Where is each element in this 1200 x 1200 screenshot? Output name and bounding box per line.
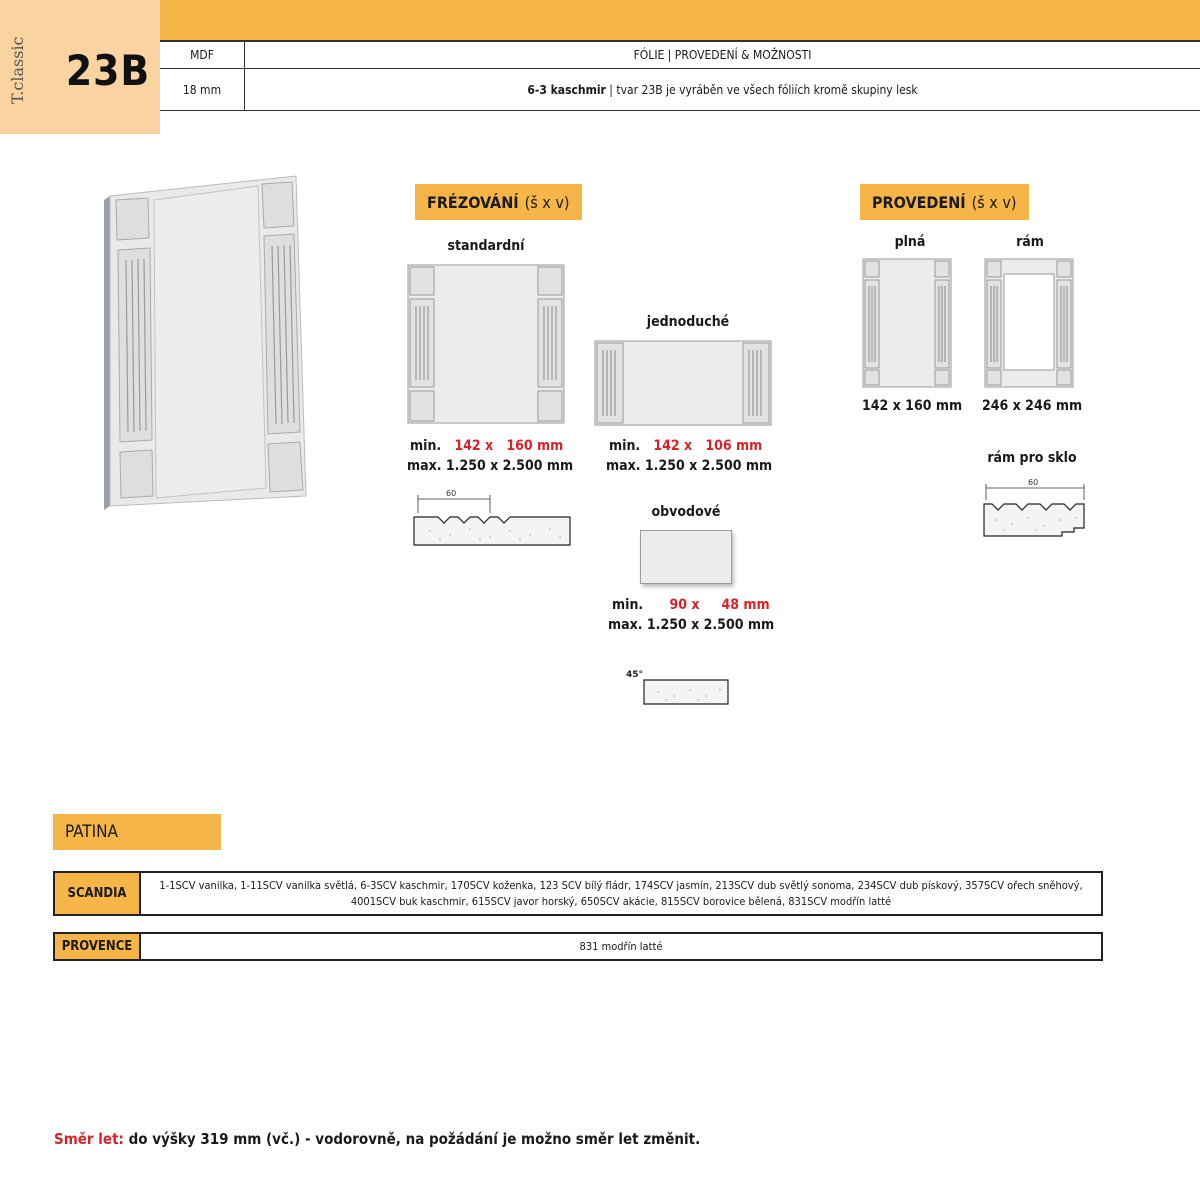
standard-milling-image bbox=[407, 264, 567, 426]
perimeter-label: obvodové bbox=[651, 504, 721, 520]
simple-max-size: max. 1.250 x 2.500 mm bbox=[606, 458, 773, 474]
angle-label: 45° bbox=[626, 670, 644, 680]
perimeter-min-width: 90 x bbox=[669, 597, 700, 613]
brand-logo bbox=[8, 22, 40, 118]
foil-note: | tvar 23B je vyráběn ve všech fóliích kromě skupiny lesk bbox=[605, 82, 918, 97]
standard-label: standardní bbox=[447, 238, 525, 254]
standard-min-height: 160 mm bbox=[506, 438, 564, 454]
patina-value: 831 modřín latté bbox=[579, 939, 663, 953]
spec-header-table bbox=[160, 40, 1200, 111]
solid-label: plná bbox=[894, 234, 926, 250]
perimeter-min-size bbox=[612, 597, 770, 613]
milling-section-tag bbox=[415, 184, 582, 220]
patina-key: PROVENCE bbox=[55, 934, 141, 959]
solid-size: 142 x 160 mm bbox=[862, 398, 963, 414]
patina-value-line: 1-1SCV vanilka, 1-11SCV vanilka světlá, 6-3SCV kaschmir, 170SCV koženka, 123 SCV bílý fládr, 174SCV jasmín, 213SCV dub světlý sonoma, 234SCV dub pískový, 357SCV ořech sněhový, bbox=[159, 878, 1083, 892]
patina-title: PATINA bbox=[65, 822, 119, 842]
milling-title-sub: (š x v) bbox=[524, 192, 570, 212]
standard-min-size bbox=[410, 438, 563, 454]
frame-size: 246 x 246 mm bbox=[982, 398, 1083, 414]
grain-direction-text: do výšky 319 mm (vč.) - vodorovně, na požádání je možno směr let změnit. bbox=[123, 1130, 701, 1148]
patina-key: SCANDIA bbox=[55, 873, 141, 914]
simple-min-height: 106 mm bbox=[705, 438, 763, 454]
standard-profile-drawing bbox=[410, 487, 576, 551]
header-row-values bbox=[160, 69, 1200, 110]
glass-frame-profile-drawing bbox=[980, 476, 1090, 540]
perimeter-max-size: max. 1.250 x 2.500 mm bbox=[608, 617, 775, 633]
foil-name: 6-3 kaschmir bbox=[527, 82, 606, 97]
door-product-image bbox=[96, 170, 316, 520]
simple-label: jednoduché bbox=[646, 314, 730, 330]
solid-finish-image bbox=[862, 258, 954, 390]
grain-direction-label: Směr let: bbox=[54, 1130, 124, 1148]
finish-title: PROVEDENÍ bbox=[872, 192, 966, 212]
top-accent-bar bbox=[160, 0, 1200, 40]
patina-section-tag bbox=[53, 814, 221, 850]
header-row-titles bbox=[160, 42, 1200, 69]
simple-min-size bbox=[609, 438, 762, 454]
min-prefix: min. bbox=[410, 438, 442, 454]
model-number: 23B bbox=[65, 45, 151, 95]
perimeter-min-height: 48 mm bbox=[721, 597, 770, 613]
grain-direction-note bbox=[54, 1130, 700, 1148]
perimeter-milling-image bbox=[640, 530, 732, 584]
perimeter-profile-drawing bbox=[624, 666, 734, 708]
standard-min-width: 142 x bbox=[454, 438, 494, 454]
thickness-value: 18 mm bbox=[160, 69, 245, 110]
milling-title: FRÉZOVÁNÍ bbox=[427, 192, 519, 212]
patina-row-provence bbox=[53, 932, 1103, 961]
glass-profile-width-label: 60 bbox=[1028, 478, 1039, 487]
foil-description bbox=[245, 69, 1200, 110]
finish-section-tag bbox=[860, 184, 1029, 220]
brand-name: T.classic bbox=[8, 36, 27, 104]
min-prefix: min. bbox=[612, 597, 644, 613]
logo-panel bbox=[0, 0, 160, 134]
patina-value-line: 4001SCV buk kaschmir, 615SCV javor horský, 650SCV akácie, 815SCV borovice bělená, 831SCV modřín latté bbox=[350, 894, 892, 908]
profile-width-label: 60 bbox=[446, 489, 457, 498]
frame-label: rám bbox=[1016, 234, 1044, 250]
patina-value bbox=[141, 873, 1101, 914]
finish-title-sub: (š x v) bbox=[971, 192, 1017, 212]
header-col-foil: FÓLIE | PROVEDENÍ & MOŽNOSTI bbox=[633, 48, 812, 62]
frame-finish-image bbox=[984, 258, 1076, 390]
header-col-mdf: MDF bbox=[160, 42, 245, 68]
glass-frame-label: rám pro sklo bbox=[987, 450, 1077, 466]
min-prefix: min. bbox=[609, 438, 641, 454]
simple-milling-image bbox=[594, 340, 774, 428]
simple-min-width: 142 x bbox=[653, 438, 693, 454]
standard-max-size: max. 1.250 x 2.500 mm bbox=[407, 458, 574, 474]
patina-row-scandia bbox=[53, 871, 1103, 916]
